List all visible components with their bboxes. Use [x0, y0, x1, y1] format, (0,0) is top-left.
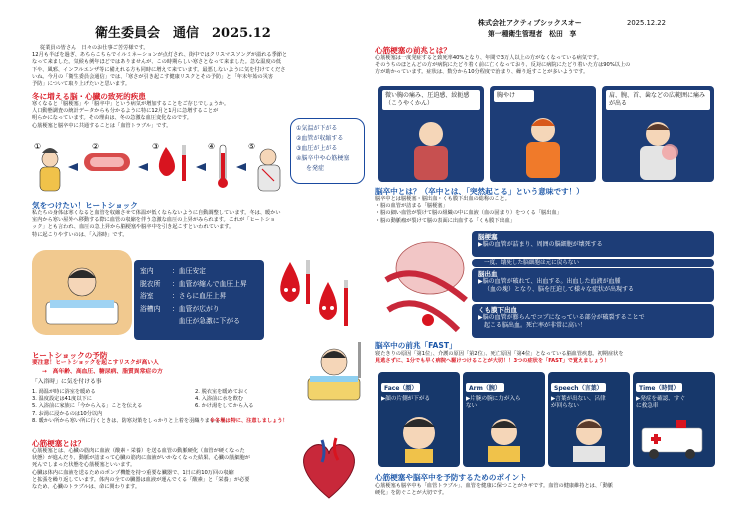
- mi-heading: 心筋梗塞とは？: [32, 439, 86, 448]
- arrow-icon: [236, 163, 246, 171]
- step-number-2: ②: [92, 142, 100, 151]
- bath-illustration: [32, 250, 132, 335]
- sign-card-label: 胸やけ: [494, 90, 534, 102]
- company-name: 株式会社アクティブシックスオー: [478, 19, 582, 27]
- cold-line: 明らかになっています。その理由は、冬の急激な血圧変化なのです。: [32, 115, 192, 122]
- tip-item: 1. 湯温が時に浴室を暖める: [32, 389, 96, 395]
- arrow-icon: [68, 163, 78, 171]
- manager-name: 第一種衛生管理者 松田 享: [488, 30, 577, 38]
- mi-signs-line: 心筋梗塞は一度発症すると致死率40%となり、年間で3万人以上の方がなくなっている病気です。: [375, 55, 603, 61]
- stroke-heading: 脳卒中とは？（卒中とは、「突然起こる」という意味です！）: [375, 187, 584, 196]
- intro-line: 予防」について取り上げたいと思います。: [32, 81, 131, 88]
- intro-line: 下や、風邪、インフルエンザ等に備えれる方も同時に増えて来ています。最悪しないように気を付けてくださ: [32, 66, 286, 73]
- chest-pain-person-icon: [378, 114, 484, 182]
- cold-heading: 冬に増える脳・心臓の致死的疾患: [32, 92, 146, 101]
- step-cold-person-icon: [40, 148, 60, 191]
- bath-man-illustration: [300, 336, 368, 406]
- stroke-line: 脳卒中とは脳梗塞・脳出血・くも膜下出血の総称のこと。: [375, 196, 510, 202]
- heat-shock-text: [32, 210, 367, 239]
- stroke-type-subarachnoid: [472, 304, 714, 338]
- tip-item: 8. 暖かい所から寒い所に行くときは、防寒対策をしっかりと上着を羽織りましょう。: [32, 417, 231, 424]
- cold-steps-illustration: [32, 139, 290, 195]
- mi-signs-heading: 心筋梗塞の前兆とは？: [375, 46, 451, 55]
- table-desc: ：血管が縮んで血圧上昇: [172, 279, 247, 288]
- stroke-type-name: 脳出血: [478, 270, 498, 278]
- stroke-type-desc: ▶脳の血管が詰まり、周囲の脳細胞が壊死する: [478, 241, 603, 248]
- risk-line: → 高年齢、高血圧、糖尿病、脂質異常症の方: [42, 369, 163, 375]
- mi-line: と拡張を繰り返しています。体内の全ての臓器は血液が運んでくる「酸素」と「栄養」が必要: [32, 476, 250, 483]
- fast-line: 寝たきりの原因「第1位」、介護の原因「第2位」、死亡原因「第4位」となっている脳血管疾患。初期症状を: [375, 351, 624, 357]
- cold-line: 人口動態調査の統計データからも分かるように特に12月と1月に急増することが: [32, 108, 219, 115]
- speech-person-icon: [551, 410, 627, 462]
- mi-signs-line: 方が助かっています。症状は、数分から10分程度で治まり、繰り返すことが多いようです。: [375, 69, 589, 76]
- stroke-type-desc: 起こる脳出血。死亡率が非常に高い！: [484, 322, 587, 329]
- tip-item: 7. お湯に浸かるのは10分以内: [32, 410, 103, 417]
- step-number-1: ①: [34, 142, 42, 151]
- intro-line: なって来ました。気候も例年ほどではありませんが、この時期らしい寒さとなって来ました。急な温度の低: [32, 59, 282, 66]
- bath-tips-title: 「入浴時」に気を付ける事: [32, 379, 102, 385]
- heat-shock-heading: 気をつけたい！ヒートショック: [32, 201, 138, 210]
- cold-mechanism-bubble: [290, 118, 365, 184]
- step-chest-pain-icon: [258, 149, 280, 191]
- table-place: 浴槽内: [140, 304, 161, 313]
- table-desc: ：さらに血圧上昇: [172, 292, 227, 300]
- sign-card-label: 微い胸の痛み、圧迫感、絞扼感（こうやくかん）: [382, 90, 480, 110]
- table-place: [140, 315, 172, 328]
- table-desc: ：血管が広がり: [172, 304, 220, 313]
- cold-line: 心筋梗塞と脳卒中に共通することは「血管トラブル」です。: [32, 122, 172, 129]
- stroke-type-name: くも膜下出血: [478, 306, 517, 314]
- heat-line: ック」とも言われ、血圧の急上昇から脳梗塞や脳卒中を引き起こすといわれています。: [32, 224, 235, 231]
- stroke-text: [375, 196, 720, 225]
- caution-note: ※冬場は特に、注意しましょう！: [210, 418, 288, 424]
- heat-line: 室内から寒い屋外へ移動する際に血管の収縮を伴う急激な血圧の上昇がみられます。これが「ヒートショ: [32, 217, 276, 224]
- cold-line: 寒くなると「脳梗塞」や「脳卒中」という病気が増加することをご存じでしょうか。: [32, 101, 230, 107]
- shoulder-pain-person-icon: [602, 114, 714, 182]
- shower-icon: [358, 342, 361, 378]
- intro-line: 12月も半ばを過ぎ、あちらこちらでイルミネーションが点灯され、街中ではクリスマスソングが溢れる季節と: [32, 52, 288, 59]
- prevention-heading: ヒートショックの予防: [32, 351, 108, 360]
- fast-card-time: [633, 372, 715, 467]
- bubble-line: ①気温が下がる: [296, 125, 338, 132]
- table-place: 脱衣所: [140, 279, 161, 288]
- mi-signs-text: [375, 55, 720, 77]
- heartburn-person-icon: [490, 106, 596, 182]
- fast-card-text: ▶顔の片側が下がる: [381, 396, 431, 402]
- table-row: [140, 303, 258, 316]
- fast-card-title: Face（顔）: [381, 383, 420, 392]
- table-row: [140, 265, 258, 278]
- table-desc: 血圧が急激に下がる: [172, 317, 240, 325]
- table-row: [140, 290, 258, 303]
- prevention-tips-heading: 心筋梗塞や脳卒中を予防するためのポイント: [375, 473, 527, 482]
- table-place: 浴室: [140, 292, 154, 300]
- step-blood-vessel-icon: [84, 153, 130, 171]
- bath-person-icon: [32, 250, 132, 335]
- fast-card-arm: [463, 372, 545, 467]
- arrow-icon: [138, 163, 148, 171]
- tips-line: 心筋梗塞も脳卒中も「血管トラブル」、血管を健康に保つことがカギです。血管の健康維持とは、「動脈: [375, 483, 613, 489]
- fast-card-title: Time（時間）: [636, 383, 682, 392]
- fast-text: [375, 351, 720, 365]
- bath-blood-pressure-table: [134, 260, 264, 340]
- step-number-4: ④: [208, 142, 216, 151]
- fast-line: 見逃さずに、1分でも早く病院へ駆けつけることが大切！！3つの症状を「FAST」で覚えましょう！: [375, 358, 610, 365]
- risk-title: 要注意！ヒートショックを起こすリスクが高い人: [32, 360, 159, 366]
- tip-item: 4. 入浴前に水を飲む: [195, 396, 244, 403]
- page-title: 衛生委員会 通信 2025.12: [95, 26, 271, 41]
- fast-card-title: Speech（言葉）: [551, 383, 606, 392]
- cold-text: [32, 101, 332, 130]
- stroke-type-desc: ▶脳の血管が膨らんでコブになっている部分が破裂することで: [478, 314, 645, 321]
- brain-vessel-illustration: [378, 230, 470, 338]
- step-number-3: ③: [152, 142, 160, 151]
- heart-icon: [304, 445, 355, 498]
- table-row: [140, 315, 258, 328]
- tips-line: 硬化」を防ぐことが大切です。: [375, 490, 448, 497]
- stroke-type-hemorrhage: [472, 268, 714, 302]
- step-blood-drop-icon: [159, 145, 186, 181]
- blood-drop-icon: [280, 260, 310, 304]
- fast-card-text: ▶言葉が出ない、呂律が回らない: [551, 396, 606, 409]
- fast-card-text: ▶発症を確認、すぐに救急車: [636, 396, 686, 409]
- fast-card-text: ▶片腕の腕に力が入らない: [466, 396, 521, 409]
- bubble-line: ③血圧が上がる: [296, 145, 338, 152]
- mi-line: 状態）が進んだり、動脈が詰まって心臓の筋肉に血液がいかなくなった結果、心臓の筋細胞が: [32, 455, 250, 462]
- heat-line: 私たちの身体は寒くなると血管を収縮させて体温が低くならないように自動調整しています。冬は、暖かい: [32, 210, 281, 216]
- fast-card-speech: [548, 372, 630, 467]
- stroke-type-desc: 一度、壊死した脳細胞は元に戻らない: [472, 259, 714, 267]
- mi-line: 心筋梗塞とは、心臓の筋肉に血液（酸素・栄養）を送る血管の動脈硬化（血管が硬くなった: [32, 448, 245, 454]
- sign-card-heartburn: [490, 86, 596, 182]
- stroke-type-desc: ▶脳の血管が破れて、出血する。出血した血液が血腫: [478, 278, 621, 285]
- prevention-tips-text: [375, 483, 720, 497]
- mi-signs-line: そのうちのほとんどの方が病院にたどり着く前に亡くなっており、反対に病院にたどり着いた方は90%以上の: [375, 62, 631, 69]
- blood-drop-icon: [319, 280, 348, 326]
- bubble-line: ②血管が収縮する: [296, 135, 344, 142]
- table-row: [140, 278, 258, 291]
- stroke-line: ・脳の血管が詰まる「脳梗塞」: [375, 203, 448, 210]
- mi-text: [32, 448, 290, 491]
- bubble-line: ④脳卒中や心筋梗塞: [296, 155, 350, 162]
- brain-icon: [396, 242, 464, 294]
- stroke-type-name: 脳梗塞: [478, 233, 498, 241]
- stroke-line: ・脳の細い血管が裂けて脳の組織の中に血液（血の固まり）をつくる「脳出血」: [375, 210, 562, 217]
- sign-card-radiating-pain: [602, 86, 714, 182]
- stroke-line: ・脳の動脈瘤が裂けて脳の表面に出血する「くも膜下出血」: [375, 217, 516, 224]
- fast-card-face: [378, 372, 460, 467]
- intro-line: いね。今月の「衛生委員会通信」では、「寒さが引き起こす健康リスクとその予防」と「年末年始の災害: [32, 73, 274, 80]
- heart-illustration: [292, 432, 366, 504]
- sign-card-label: 肩、腕、首、歯などの広範囲に痛みが出る: [606, 90, 710, 110]
- mi-line: なため、心臓のトラブルは、命に関わります。: [32, 484, 141, 491]
- table-desc: ：血圧安定: [172, 267, 206, 275]
- blood-pressure-drops-illustration: [270, 256, 362, 338]
- arm-weak-person-icon: [466, 410, 542, 462]
- table-place: 室内: [140, 267, 154, 275]
- ambulance-icon: [636, 410, 712, 462]
- tip-item: 3. 温度設定は41度以下に: [32, 396, 92, 403]
- mi-line: 死んでしまった状態を心筋梗塞といいます。: [32, 462, 136, 469]
- tip-item: 6. かけ湯をしてから入る: [195, 403, 254, 410]
- fast-heading: 脳卒中の前兆「FAST」: [375, 341, 457, 350]
- heat-line: 特に起こりやすいのは、「入浴時」です。: [32, 231, 128, 238]
- sign-card-chest-pain: [378, 86, 484, 182]
- stroke-type-desc: （血の塊）となり、脳を圧迫して様々な症状が出現する: [484, 286, 635, 293]
- bath-tips-right: [195, 389, 253, 411]
- intro-text: [32, 45, 362, 88]
- step-number-5: ⑤: [248, 142, 256, 151]
- bubble-line: を発症: [306, 165, 325, 172]
- face-droop-person-icon: [381, 403, 457, 463]
- tip-item: 2. 脱衣室を暖めておく: [195, 389, 249, 395]
- step-thermometer-icon: [218, 145, 228, 188]
- issue-date: 2025.12.22: [627, 19, 666, 27]
- mi-line: 心臓は体内に血液を送るためのポンプ機能を持つ重要な臓器で、1日に約10万回の収縮: [32, 469, 234, 476]
- tip-item: 5. 入浴前に家族に「今から入る」ことを伝える: [32, 403, 143, 410]
- stroke-type-infarction: [472, 231, 714, 257]
- arrow-icon: [196, 163, 206, 171]
- intro-line: 従業員の皆さん 日々のお仕事ご苦労様です。: [40, 45, 149, 51]
- fast-card-title: Arm（腕）: [466, 383, 504, 392]
